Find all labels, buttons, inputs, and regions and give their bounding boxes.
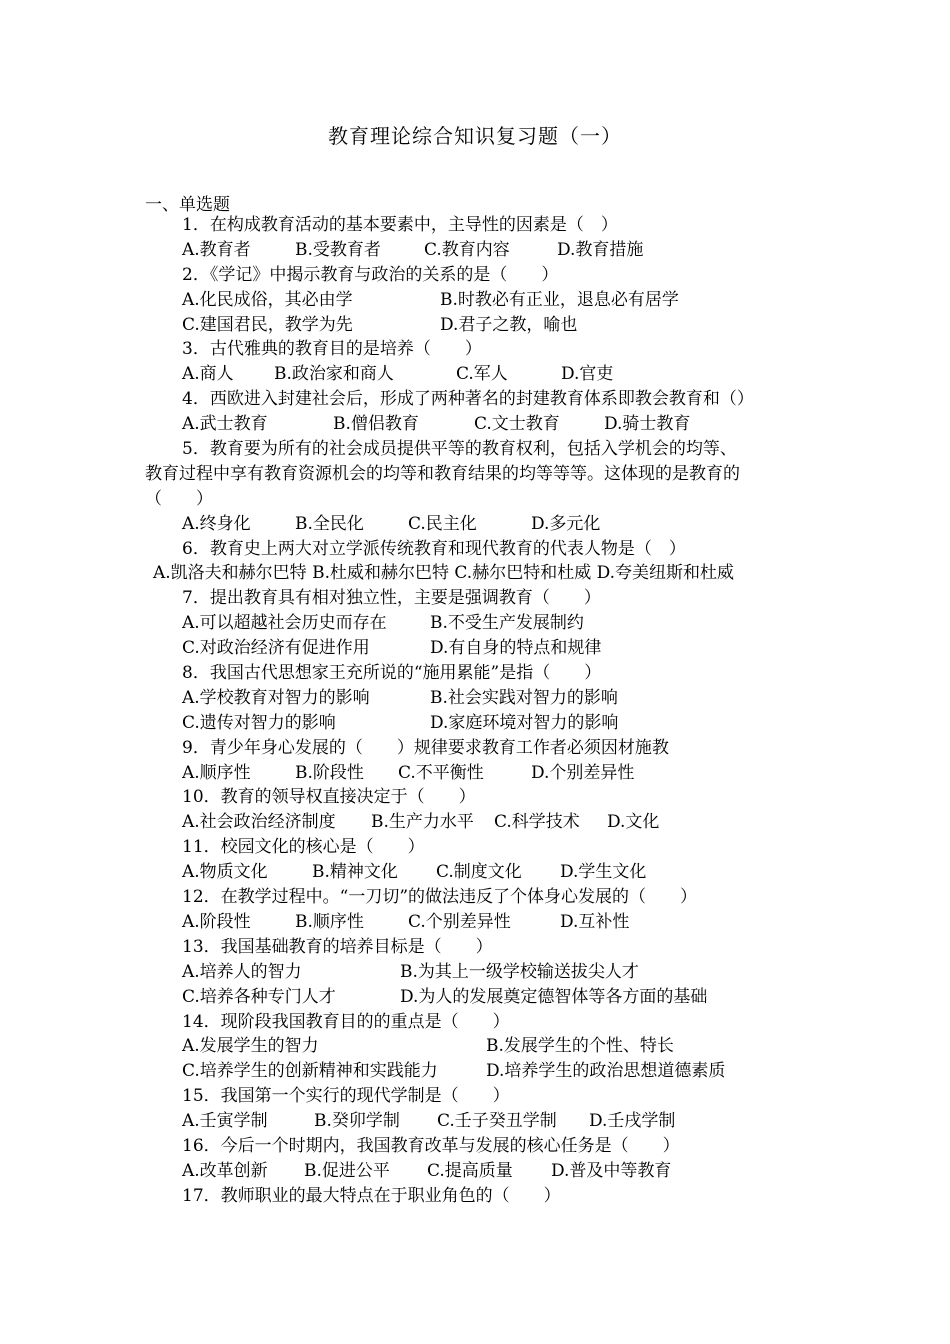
option: B.政治家和商人 [274,364,394,385]
option: A.武士教育 [182,414,268,435]
options-row [145,512,815,537]
option: C.科学技术 [494,812,580,833]
question-stem: 15．我国第一个实行的现代学制是（ ） [182,1086,510,1107]
question-stem: 14．现阶段我国教育目的的重点是（ ） [182,1011,510,1032]
option: C.提高质量 [427,1160,513,1181]
option: C.教育内容 [424,239,510,260]
option: C.培养各种专门人才 [182,986,336,1007]
option: A.壬寅学制 [182,1111,268,1132]
option: B.促进公平 [304,1160,390,1181]
option: A.发展学生的智力 [182,1036,319,1057]
option: C.不平衡性 [398,762,484,783]
options-row [145,711,815,736]
option: A.阶段性 [182,911,251,932]
options-row [145,810,815,835]
option: B.发展学生的个性、特长 [486,1036,674,1057]
option: D.家庭环境对智力的影响 [430,712,619,733]
section-heading: 一、单选题 [145,195,230,215]
question-stem: 3．古代雅典的教育目的是培养（ ） [182,339,482,360]
option: D.君子之教，喻也 [440,314,578,335]
question-stem: 6．教育史上两大对立学派传统教育和现代教育的代表人物是（ ） [182,538,686,559]
options-row [145,985,815,1010]
options-row [145,288,815,313]
option: A.培养人的智力 [182,961,302,982]
option: D.个别差异性 [531,762,635,783]
option: B.生产力水平 [371,812,474,833]
options-row [145,960,815,985]
option: C.对政治经济有促进作用 [182,638,370,659]
options-row [145,910,815,935]
question-stem: 10．教育的领导权直接决定于（ ） [182,787,476,808]
question-stem: 1．在构成教育活动的基本要素中，主导性的因素是（ ） [182,215,618,235]
question-stem-continued: （ ） [145,488,213,509]
option: D.文化 [607,812,660,833]
option: C.文士教育 [474,414,560,435]
options-row [145,1059,815,1084]
option: D.普及中等教育 [551,1160,672,1181]
question-stem: 9．青少年身心发展的（ ）规律要求教育工作者必须因材施教 [182,737,669,758]
options-row [145,362,815,387]
option: B.僧侣教育 [333,414,419,435]
question-stem: 8．我国古代思想家王充所说的“施用累能”是指（ ） [182,663,602,684]
option: D.壬戌学制 [589,1111,676,1132]
option: A.商人 [182,364,234,385]
option: A.化民成俗，其必由学 [182,289,353,310]
options-row [145,238,815,263]
question-list [145,213,815,1209]
options-row [145,1159,815,1184]
option: C.培养学生的创新精神和实践能力 [182,1061,438,1082]
option: A.物质文化 [182,862,268,883]
option: A.改革创新 [182,1160,268,1181]
question-stem: 7．提出教育具有相对独立性，主要是强调教育（ ） [182,588,601,609]
option: B.受教育者 [295,239,381,260]
option: C.遗传对智力的影响 [182,712,336,733]
option: A.可以超越社会历史而存在 [182,613,387,634]
options-row [145,412,815,437]
document-title: 教育理论综合知识复习题（一） [328,124,622,148]
option: D.有自身的特点和规律 [430,638,602,659]
options-row [145,761,815,786]
question-stem: 12．在教学过程中。“一刀切”的做法违反了个体身心发展的（ ） [182,887,698,908]
option: C.民主化 [408,513,477,534]
option: D.骑士教育 [604,414,691,435]
option: C.壬子癸丑学制 [437,1111,557,1132]
question-stem: 17．教师职业的最大特点在于职业角色的（ ） [182,1185,561,1206]
question-stem: 13．我国基础教育的培养目标是（ ） [182,936,493,957]
option: B.为其上一级学校输送拔尖人才 [400,961,639,982]
option: D.官吏 [561,364,614,385]
option: D.学生文化 [560,862,647,883]
option: B.阶段性 [295,762,364,783]
option: B.时教必有正业，退息必有居学 [440,289,679,310]
options-row [145,636,815,661]
option: A.教育者 [182,239,251,260]
option: D.互补性 [560,911,630,932]
option: B.癸卯学制 [314,1111,400,1132]
options-row [145,860,815,885]
options-row: A.凯洛夫和赫尔巴特 B.杜威和赫尔巴特 C.赫尔巴特和杜威 D.夸美纽斯和杜威 [153,563,735,584]
option: C.个别差异性 [408,911,511,932]
option: C.军人 [456,364,508,385]
question-stem: 5．教育要为所有的社会成员提供平等的教育权利，包括入学机会的均等、 [182,439,737,460]
question-stem: 16．今后一个时期内，我国教育改革与发展的核心任务是（ ） [182,1135,680,1156]
option: A.社会政治经济制度 [182,812,336,833]
options-row [145,1034,815,1059]
options-row [145,686,815,711]
option: D.教育措施 [557,239,644,260]
option: C.制度文化 [436,862,522,883]
options-row [145,313,815,338]
option: B.全民化 [295,513,364,534]
option: B.精神文化 [312,862,398,883]
option: A.顺序性 [182,762,251,783]
option: B.社会实践对智力的影响 [430,687,618,708]
option: D.多元化 [531,513,601,534]
options-row [145,1109,815,1134]
option: B.不受生产发展制约 [430,613,584,634]
question-stem: 11．校园文化的核心是（ ） [182,837,425,858]
option: A.学校教育对智力的影响 [182,687,370,708]
option: A.终身化 [182,513,251,534]
option: D.为人的发展奠定德智体等各方面的基础 [400,986,708,1007]
question-stem: 2．《学记》中揭示教育与政治的关系的是（ ） [182,264,559,285]
options-row [145,611,815,636]
question-stem: 4．西欧进入封建社会后，形成了两种著名的封建教育体系即教会教育和（） [182,389,754,410]
option: B.顺序性 [295,911,364,932]
question-stem-continued: 教育过程中享有教育资源机会的均等和教育结果的均等等等。这体现的是教育的 [145,463,740,484]
option: D.培养学生的政治思想道德素质 [486,1061,726,1082]
option: C.建国君民，教学为先 [182,314,353,335]
